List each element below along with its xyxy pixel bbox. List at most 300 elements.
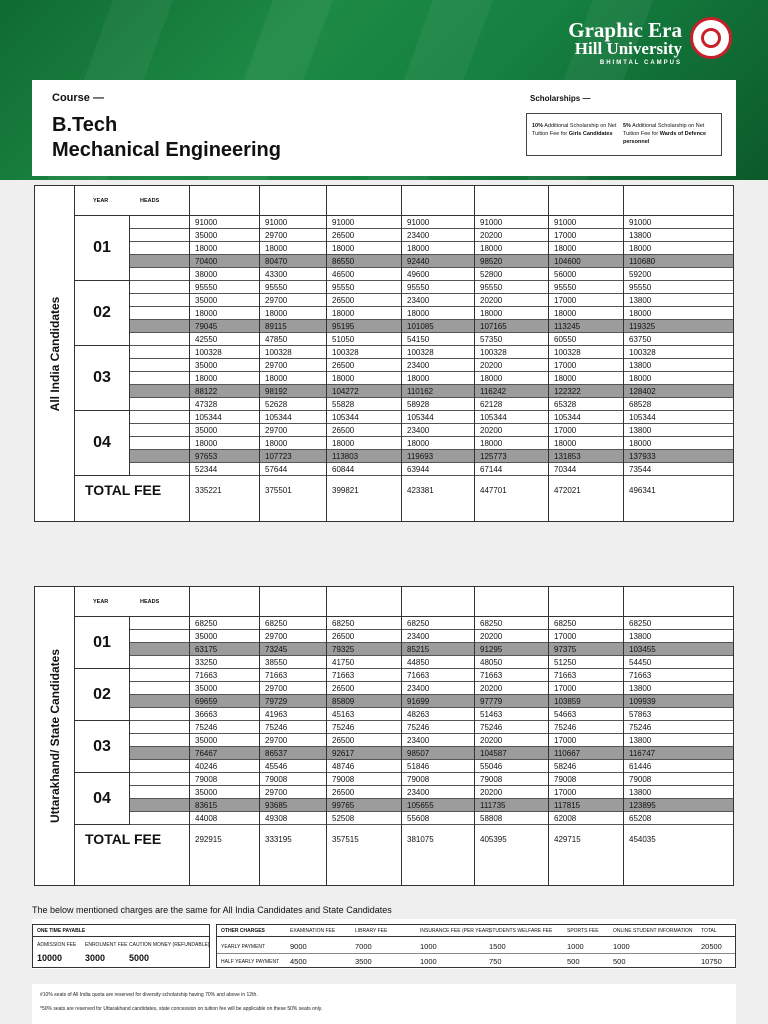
fee-cell: 17000 xyxy=(554,684,577,693)
fee-row xyxy=(130,773,733,786)
fee-cell: 91000 xyxy=(407,218,430,227)
fee-row xyxy=(130,242,733,255)
fee-row xyxy=(130,617,733,630)
fee-row xyxy=(130,255,733,268)
column-divider xyxy=(189,587,190,885)
fee-row xyxy=(130,760,733,773)
fee-cell: 29700 xyxy=(265,736,288,745)
fee-cell: 20200 xyxy=(480,788,503,797)
fee-cell: 104587 xyxy=(480,749,507,758)
fee-cell: 91000 xyxy=(480,218,503,227)
fee-cell: 35000 xyxy=(195,426,218,435)
fee-cell: 17000 xyxy=(554,296,577,305)
fee-row xyxy=(130,450,733,463)
fee-cell: 91000 xyxy=(265,218,288,227)
fee-cell: 18000 xyxy=(629,374,652,383)
total-fee-cell: 357515 xyxy=(332,835,359,844)
fee-cell: 61446 xyxy=(629,762,652,771)
fee-cell: 128402 xyxy=(629,387,656,396)
fee-row xyxy=(130,630,733,643)
fee-cell: 68250 xyxy=(629,619,652,628)
column-divider xyxy=(548,587,549,885)
fee-cell: 29700 xyxy=(265,788,288,797)
fee-cell: 71663 xyxy=(480,671,503,680)
fee-cell: 18000 xyxy=(629,244,652,253)
fee-cell: 23400 xyxy=(407,684,430,693)
fee-cell: 13800 xyxy=(629,426,652,435)
fee-cell: 79325 xyxy=(332,645,355,654)
fee-cell: 103859 xyxy=(554,697,581,706)
fee-cell: 52628 xyxy=(265,400,288,409)
fee-cell: 18000 xyxy=(265,244,288,253)
fee-cell: 110162 xyxy=(407,387,434,396)
fee-cell: 105344 xyxy=(332,413,359,422)
fee-cell: 26500 xyxy=(332,684,355,693)
state-fee-table xyxy=(34,586,734,886)
fee-cell: 100328 xyxy=(407,348,434,357)
charge-cell: 20500 xyxy=(701,942,722,951)
fee-cell: 98507 xyxy=(407,749,430,758)
fee-cell: 18000 xyxy=(554,374,577,383)
fee-cell: 79008 xyxy=(195,775,218,784)
fee-cell: 42550 xyxy=(195,335,218,344)
fee-cell: 91000 xyxy=(195,218,218,227)
fee-cell: 18000 xyxy=(554,309,577,318)
fee-cell: 105344 xyxy=(195,413,222,422)
charge-cell: 7000 xyxy=(355,942,372,951)
year-cell xyxy=(75,669,130,721)
fee-cell: 23400 xyxy=(407,231,430,240)
fee-cell: 17000 xyxy=(554,361,577,370)
fee-cell: 104600 xyxy=(554,257,581,266)
fee-cell: 13800 xyxy=(629,736,652,745)
fee-cell: 41963 xyxy=(265,710,288,719)
year-header: YEAR xyxy=(93,198,109,204)
fee-cell: 119693 xyxy=(407,452,434,461)
fee-cell: 92617 xyxy=(332,749,355,758)
fee-cell: 54150 xyxy=(407,335,430,344)
fee-cell: 68250 xyxy=(195,619,218,628)
examination-fee-label: EXAMINATION FEE xyxy=(290,928,336,934)
fee-cell: 86550 xyxy=(332,257,355,266)
year-label: 04 xyxy=(93,789,111,807)
fee-cell: 97653 xyxy=(195,452,218,461)
fee-row xyxy=(130,799,733,812)
fee-cell: 17000 xyxy=(554,632,577,641)
fee-row xyxy=(130,320,733,333)
fee-cell: 71663 xyxy=(554,671,577,680)
total-fee-cell: 423381 xyxy=(407,486,434,495)
fee-cell: 85809 xyxy=(332,697,355,706)
fee-cell: 137933 xyxy=(629,452,656,461)
all-india-fee-table xyxy=(34,185,734,522)
charge-cell: 1000 xyxy=(420,957,437,966)
fee-cell: 20200 xyxy=(480,632,503,641)
section-label xyxy=(35,186,75,521)
fee-cell: 91295 xyxy=(480,645,503,654)
fee-cell: 18000 xyxy=(629,439,652,448)
scholarship-tail: Wards of Defence personnel xyxy=(623,131,707,145)
fee-cell: 71663 xyxy=(407,671,430,680)
fee-cell: 79008 xyxy=(480,775,503,784)
fee-cell: 107723 xyxy=(265,452,292,461)
year-cell xyxy=(75,617,130,669)
fee-cell: 55828 xyxy=(332,400,355,409)
half-yearly-payment-label: HALF YEARLY PAYMENT xyxy=(221,959,280,965)
fee-cell: 18000 xyxy=(407,374,430,383)
fee-row xyxy=(130,669,733,682)
total-fee-cell: 447701 xyxy=(480,486,507,495)
fee-cell: 55608 xyxy=(407,814,430,823)
fee-cell: 36663 xyxy=(195,710,218,719)
fee-cell: 18000 xyxy=(480,374,503,383)
total-fee-label: TOTAL FEE xyxy=(85,482,162,498)
charge-cell: 750 xyxy=(489,957,502,966)
fee-cell: 101085 xyxy=(407,322,434,331)
fee-cell: 63175 xyxy=(195,645,218,654)
fee-cell: 80470 xyxy=(265,257,288,266)
fee-cell: 62128 xyxy=(480,400,503,409)
fee-cell: 95550 xyxy=(332,283,355,292)
fee-cell: 58928 xyxy=(407,400,430,409)
total-fee-cell: 381075 xyxy=(407,835,434,844)
fee-cell: 52508 xyxy=(332,814,355,823)
fee-cell: 75246 xyxy=(629,723,652,732)
fee-cell: 35000 xyxy=(195,788,218,797)
fee-row xyxy=(130,385,733,398)
total-fee-cell: 454035 xyxy=(629,835,656,844)
admission-fee-label: ADMISSION FEE xyxy=(37,942,77,948)
fee-cell: 18000 xyxy=(265,439,288,448)
university-emblem-icon xyxy=(690,17,732,59)
scholarships-label: Scholarships — xyxy=(530,94,591,103)
fee-cell: 13800 xyxy=(629,632,652,641)
fee-cell: 105344 xyxy=(629,413,656,422)
fee-cell: 113245 xyxy=(554,322,581,331)
fee-cell: 88122 xyxy=(195,387,218,396)
fee-cell: 35000 xyxy=(195,632,218,641)
enrolment-fee-label: ENROLMENT FEE xyxy=(85,942,128,948)
total-fee-row xyxy=(75,480,733,510)
library-fee-label: LIBRARY FEE xyxy=(355,928,388,934)
fee-cell: 95550 xyxy=(629,283,652,292)
fee-cell: 52344 xyxy=(195,465,218,474)
fee-cell: 71663 xyxy=(629,671,652,680)
fee-cell: 95550 xyxy=(554,283,577,292)
year-cell xyxy=(75,773,130,825)
fee-cell: 29700 xyxy=(265,684,288,693)
fee-cell: 79008 xyxy=(629,775,652,784)
course-card xyxy=(32,80,736,176)
scholarship-tail: Girls Candidates xyxy=(568,131,613,137)
fee-cell: 100328 xyxy=(265,348,292,357)
footnote: *50% seats are reserved for Uttarakhand candidates, state concession on tuition fee will be applicable on these 50% seats only. xyxy=(40,1006,323,1012)
charge-cell: 500 xyxy=(567,957,580,966)
fee-cell: 23400 xyxy=(407,296,430,305)
fee-cell: 59200 xyxy=(629,270,652,279)
total-fee-cell: 375501 xyxy=(265,486,292,495)
fee-cell: 95550 xyxy=(407,283,430,292)
scholarship-item xyxy=(532,122,618,138)
fee-cell: 18000 xyxy=(195,244,218,253)
fee-row xyxy=(130,812,733,825)
charges-table xyxy=(32,919,736,969)
column-divider xyxy=(623,587,624,885)
fee-cell: 17000 xyxy=(554,736,577,745)
caution-money-value: 5000 xyxy=(129,953,150,963)
fee-cell: 45163 xyxy=(332,710,355,719)
fee-cell: 79729 xyxy=(265,697,288,706)
total-fee-cell: 399821 xyxy=(332,486,359,495)
charge-cell: 1500 xyxy=(489,942,506,951)
year-cell xyxy=(75,216,130,281)
insurance-fee-label: INSURANCE FEE (PER YEAR) xyxy=(420,928,491,934)
fee-cell: 18000 xyxy=(265,309,288,318)
fee-cell: 18000 xyxy=(195,309,218,318)
fee-cell: 107165 xyxy=(480,322,507,331)
fee-cell: 18000 xyxy=(195,374,218,383)
fee-cell: 75246 xyxy=(407,723,430,732)
brand-line2: Hill University xyxy=(574,39,682,58)
fee-cell: 75246 xyxy=(195,723,218,732)
fee-cell: 52800 xyxy=(480,270,503,279)
fee-cell: 20200 xyxy=(480,736,503,745)
course-label: Course — xyxy=(52,92,104,104)
column-divider xyxy=(326,186,327,521)
fee-cell: 43300 xyxy=(265,270,288,279)
fee-cell: 51050 xyxy=(332,335,355,344)
fee-cell: 18000 xyxy=(407,439,430,448)
fee-row xyxy=(130,268,733,281)
fee-cell: 97375 xyxy=(554,645,577,654)
fee-cell: 18000 xyxy=(480,244,503,253)
column-divider xyxy=(623,186,624,521)
fee-cell: 54450 xyxy=(629,658,652,667)
fee-row xyxy=(130,372,733,385)
fee-cell: 26500 xyxy=(332,361,355,370)
fee-cell: 104272 xyxy=(332,387,359,396)
fee-cell: 13800 xyxy=(629,788,652,797)
fee-cell: 67144 xyxy=(480,465,503,474)
fee-cell: 68250 xyxy=(332,619,355,628)
fee-cell: 93685 xyxy=(265,801,288,810)
fee-row xyxy=(130,216,733,229)
fee-cell: 18000 xyxy=(407,244,430,253)
fee-cell: 18000 xyxy=(332,374,355,383)
fee-row xyxy=(130,281,733,294)
fee-cell: 38550 xyxy=(265,658,288,667)
fee-cell: 89115 xyxy=(265,322,287,331)
section-title: Uttarakhand/ State Candidates xyxy=(48,648,62,824)
fee-cell: 75246 xyxy=(480,723,503,732)
fee-cell: 69659 xyxy=(195,697,218,706)
fee-cell: 35000 xyxy=(195,361,218,370)
year-label: 03 xyxy=(93,737,111,755)
yearly-payment-label: YEARLY PAYMENT xyxy=(221,944,266,950)
fee-cell: 100328 xyxy=(480,348,507,357)
year-label: 01 xyxy=(93,239,111,256)
fee-row xyxy=(130,656,733,669)
fee-row xyxy=(130,359,733,372)
charges-title: The below mentioned charges are the same for All India Candidates and State Candidates xyxy=(32,905,392,915)
footnote: #10% seats of All India quota are reserved for diversity scholarship having 70% and above in 12th. xyxy=(40,992,258,998)
fee-cell: 35000 xyxy=(195,231,218,240)
fee-cell: 79008 xyxy=(407,775,430,784)
fee-cell: 79008 xyxy=(332,775,355,784)
fee-row xyxy=(130,643,733,656)
fee-cell: 63944 xyxy=(407,465,430,474)
fee-row xyxy=(130,294,733,307)
total-fee-row xyxy=(75,829,733,859)
fee-cell: 47850 xyxy=(265,335,288,344)
fee-cell: 17000 xyxy=(554,788,577,797)
other-charges-box xyxy=(216,924,736,968)
fee-cell: 18000 xyxy=(554,244,577,253)
fee-cell: 44850 xyxy=(407,658,430,667)
year-label: 01 xyxy=(93,633,111,651)
scholarship-text: Additional Scholarship on Net Tuition Fee for xyxy=(532,123,617,137)
fee-cell: 85215 xyxy=(407,645,430,654)
fee-cell: 65208 xyxy=(629,814,652,823)
fee-cell: 79008 xyxy=(554,775,577,784)
fee-cell: 75246 xyxy=(554,723,577,732)
year-cell xyxy=(75,346,130,411)
column-divider xyxy=(401,186,402,521)
fee-cell: 56000 xyxy=(554,270,577,279)
year-cell xyxy=(75,411,130,476)
fee-cell: 105344 xyxy=(480,413,507,422)
fee-row xyxy=(130,307,733,320)
fee-cell: 44008 xyxy=(195,814,218,823)
fee-cell: 116242 xyxy=(480,387,507,396)
fee-cell: 18000 xyxy=(554,439,577,448)
fee-grid xyxy=(75,587,733,885)
fee-cell: 97779 xyxy=(480,697,503,706)
fee-cell: 49308 xyxy=(265,814,288,823)
fee-cell: 110667 xyxy=(554,749,581,758)
column-divider xyxy=(259,587,260,885)
fee-row xyxy=(130,786,733,799)
fee-cell: 57863 xyxy=(629,710,652,719)
fee-cell: 68528 xyxy=(629,400,652,409)
one-time-payable-box xyxy=(32,924,210,968)
total-fee-cell: 429715 xyxy=(554,835,581,844)
fee-cell: 95550 xyxy=(480,283,503,292)
column-divider xyxy=(474,587,475,885)
fee-cell: 29700 xyxy=(265,632,288,641)
fee-cell: 100328 xyxy=(554,348,581,357)
fee-cell: 79008 xyxy=(265,775,288,784)
fee-cell: 68250 xyxy=(265,619,288,628)
fee-cell: 41750 xyxy=(332,658,355,667)
fee-cell: 123895 xyxy=(629,801,656,810)
heads-header: HEADS xyxy=(140,198,160,204)
fee-cell: 13800 xyxy=(629,231,652,240)
fee-cell: 46500 xyxy=(332,270,355,279)
fee-cell: 57644 xyxy=(265,465,288,474)
fee-cell: 20200 xyxy=(480,361,503,370)
fee-cell: 92440 xyxy=(407,257,430,266)
fee-cell: 60844 xyxy=(332,465,355,474)
fee-cell: 13800 xyxy=(629,684,652,693)
fee-cell: 79045 xyxy=(195,322,218,331)
column-divider xyxy=(189,186,190,521)
column-divider xyxy=(259,186,260,521)
caution-money-label: CAUTION MONEY (REFUNDABLE) xyxy=(129,942,210,948)
charge-cell: 10750 xyxy=(701,957,722,966)
charge-cell: 9000 xyxy=(290,942,307,951)
year-cell xyxy=(75,281,130,346)
fee-cell: 29700 xyxy=(265,426,288,435)
fee-cell: 60550 xyxy=(554,335,577,344)
total-fee-cell: 292915 xyxy=(195,835,222,844)
fee-cell: 51250 xyxy=(554,658,577,667)
fee-cell: 83615 xyxy=(195,801,218,810)
fee-cell: 23400 xyxy=(407,426,430,435)
fee-cell: 68250 xyxy=(554,619,577,628)
fee-cell: 95550 xyxy=(195,283,218,292)
fee-cell: 18000 xyxy=(332,439,355,448)
fee-cell: 105655 xyxy=(407,801,434,810)
total-fee-cell: 333195 xyxy=(265,835,292,844)
fee-cell: 100328 xyxy=(332,348,359,357)
fee-cell: 20200 xyxy=(480,684,503,693)
fee-cell: 17000 xyxy=(554,231,577,240)
fee-cell: 20200 xyxy=(480,426,503,435)
fee-cell: 33250 xyxy=(195,658,218,667)
fee-cell: 55046 xyxy=(480,762,503,771)
fee-row xyxy=(130,411,733,424)
course-title xyxy=(52,113,281,163)
fee-cell: 35000 xyxy=(195,684,218,693)
fee-cell: 18000 xyxy=(265,374,288,383)
university-logo[interactable] xyxy=(568,20,682,66)
fee-cell: 13800 xyxy=(629,361,652,370)
fee-cell: 35000 xyxy=(195,736,218,745)
fee-cell: 26500 xyxy=(332,632,355,641)
fee-cell: 95195 xyxy=(332,322,355,331)
fee-cell: 51846 xyxy=(407,762,430,771)
footnotes xyxy=(32,984,736,1024)
fee-cell: 109939 xyxy=(629,697,656,706)
fee-cell: 23400 xyxy=(407,361,430,370)
fee-cell: 47328 xyxy=(195,400,218,409)
fee-cell: 17000 xyxy=(554,426,577,435)
fee-cell: 71663 xyxy=(332,671,355,680)
fee-cell: 35000 xyxy=(195,296,218,305)
fee-cell: 48746 xyxy=(332,762,355,771)
table-header xyxy=(75,186,733,216)
fee-cell: 58808 xyxy=(480,814,503,823)
fee-row xyxy=(130,333,733,346)
fee-cell: 86537 xyxy=(265,749,288,758)
enrolment-fee-value: 3000 xyxy=(85,953,106,963)
fee-cell: 26500 xyxy=(332,736,355,745)
fee-cell: 40246 xyxy=(195,762,218,771)
fee-cell: 29700 xyxy=(265,231,288,240)
fee-cell: 18000 xyxy=(195,439,218,448)
brand-line1: Graphic Era xyxy=(568,18,682,42)
fee-cell: 63750 xyxy=(629,335,652,344)
fee-cell: 73245 xyxy=(265,645,288,654)
fee-cell: 105344 xyxy=(407,413,434,422)
fee-cell: 68250 xyxy=(407,619,430,628)
fee-cell: 91000 xyxy=(629,218,652,227)
fee-cell: 58246 xyxy=(554,762,577,771)
fee-cell: 105344 xyxy=(265,413,292,422)
brand-campus: BHIMTAL CAMPUS xyxy=(599,60,682,66)
fee-cell: 98192 xyxy=(265,387,288,396)
